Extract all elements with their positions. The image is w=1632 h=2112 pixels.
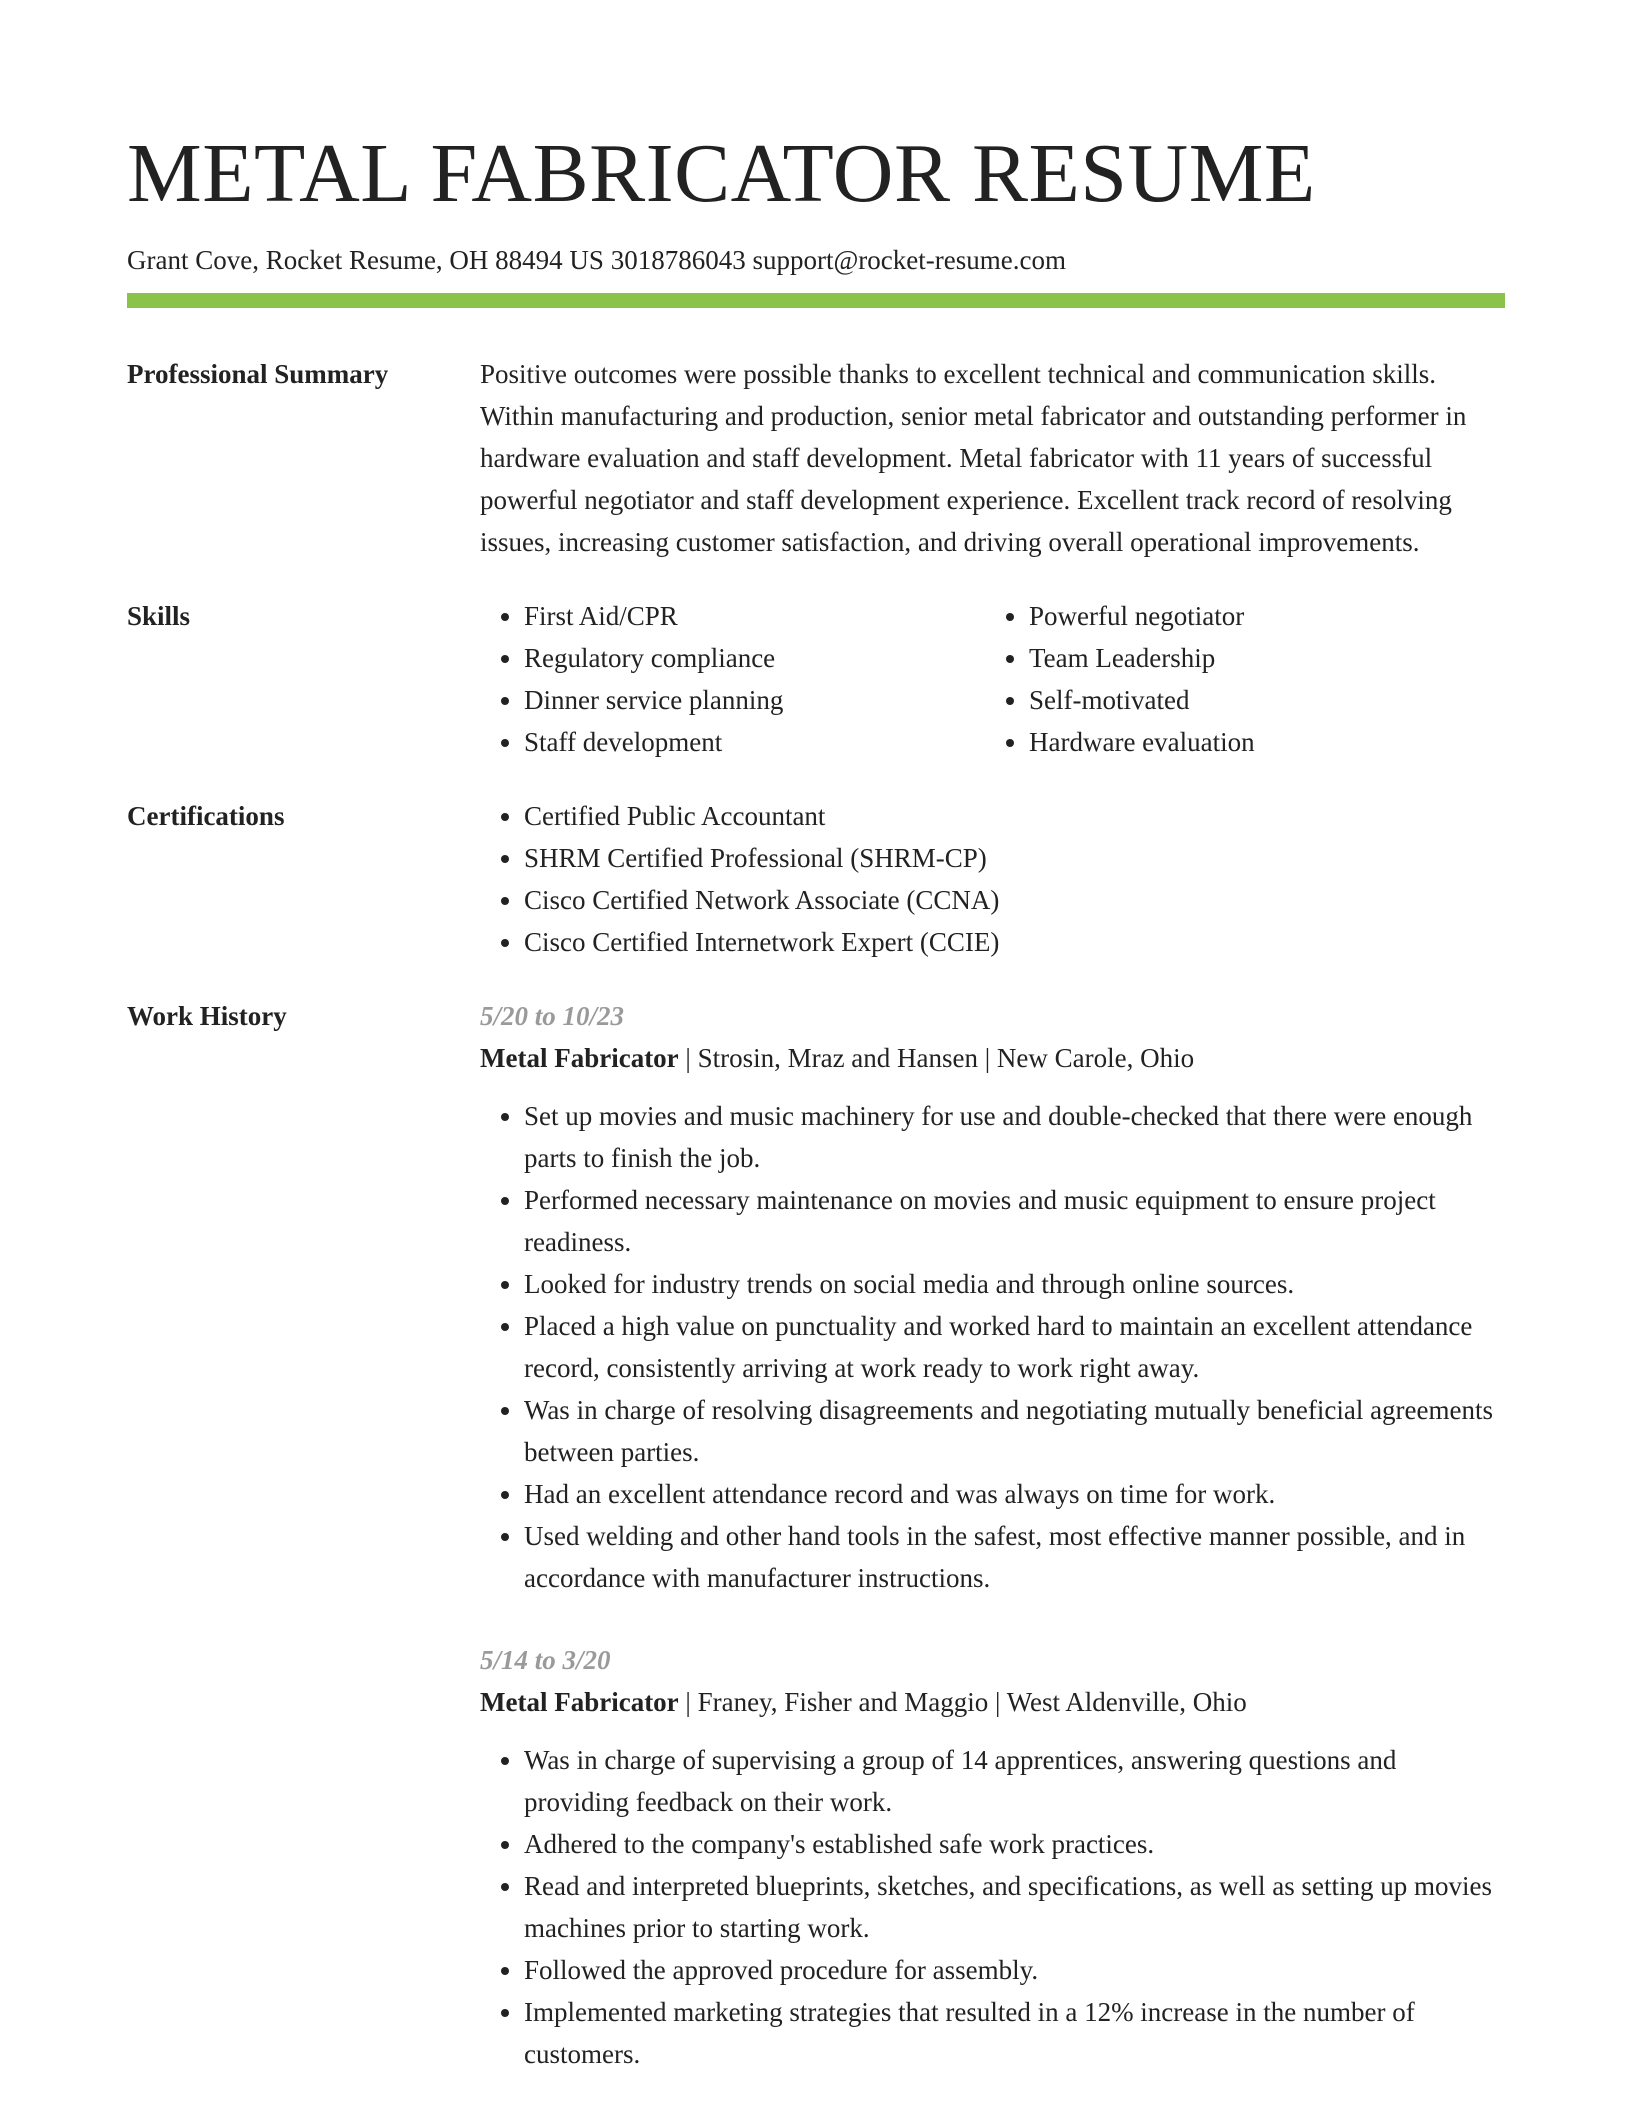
skill-item: • Hardware evaluation <box>1029 721 1490 763</box>
certification-item: • Cisco Certified Network Associate (CCNA) <box>524 879 1505 921</box>
summary-heading: Professional Summary <box>127 359 389 390</box>
job-duty: • Performed necessary maintenance on movies and music equipment to ensure project readiness. <box>524 1179 1505 1263</box>
skill-item: • Regulatory compliance <box>524 637 985 679</box>
skill-item: • Team Leadership <box>1029 637 1490 679</box>
job-duties-list <box>480 1095 1505 1599</box>
skills-list-right <box>985 595 1490 763</box>
summary-text: Positive outcomes were possible thanks to excellent technical and communication skills. Within manufacturing and production, senior metal fabricator and outstanding performer in hardware evaluation and staff development. Metal fabricator with 11 years of successful powerful negotiator and staff development experience. Excellent track record of resolving issues, increasing customer satisfaction, and driving overall operational improvements. <box>480 359 1467 558</box>
certification-item: • SHRM Certified Professional (SHRM-CP) <box>524 837 1505 879</box>
skills-list-left <box>480 595 985 763</box>
job-duty: • Placed a high value on punctuality and worked hard to maintain an excellent attendance record, consistently arriving at work ready to work right away. <box>524 1305 1505 1389</box>
job-duty: • Set up movies and music machinery for use and double-checked that there were enough parts to finish the job. <box>524 1095 1505 1179</box>
certification-item: • Cisco Certified Internetwork Expert (CCIE) <box>524 921 1505 963</box>
job-duty: • Was in charge of supervising a group of 14 apprentices, answering questions and providing feedback on their work. <box>524 1739 1505 1823</box>
work-history-body <box>480 995 1505 2075</box>
job-duty: • Adhered to the company's established safe work practices. <box>524 1823 1505 1865</box>
certifications-body <box>480 795 1505 963</box>
job-duty: • Followed the approved procedure for assembly. <box>524 1949 1505 1991</box>
skills-column-left <box>480 595 985 763</box>
job-entry <box>480 995 1505 1599</box>
skills-section <box>127 595 1505 763</box>
work-history-section <box>127 995 1505 2075</box>
job-duty: • Was in charge of resolving disagreements and negotiating mutually beneficial agreements between parties. <box>524 1389 1505 1473</box>
job-dates: 5/20 to 10/23 <box>480 1001 625 1032</box>
resume-page <box>127 118 1505 2075</box>
certifications-heading: Certifications <box>127 801 285 832</box>
job-title: Metal Fabricator <box>480 1687 679 1718</box>
skill-item: • First Aid/CPR <box>524 595 985 637</box>
job-heading <box>480 1037 1505 1079</box>
job-duty: • Used welding and other hand tools in the safest, most effective manner possible, and in accordance with manufacturer instructions. <box>524 1515 1505 1599</box>
work-history-heading: Work History <box>127 1001 287 1032</box>
job-employer-location: | Strosin, Mraz and Hansen | New Carole, Ohio <box>678 1043 1195 1074</box>
skills-heading: Skills <box>127 601 191 632</box>
job-duties-list <box>480 1739 1505 2075</box>
resume-title: METAL FABRICATOR RESUME <box>127 127 1316 220</box>
accent-divider <box>127 293 1505 308</box>
skill-item: • Staff development <box>524 721 985 763</box>
job-duty: • Read and interpreted blueprints, sketches, and specifications, as well as setting up movies machines prior to starting work. <box>524 1865 1505 1949</box>
summary-section <box>127 353 1505 563</box>
job-duty: • Had an excellent attendance record and was always on time for work. <box>524 1473 1505 1515</box>
job-duty: • Implemented marketing strategies that resulted in a 12% increase in the number of customers. <box>524 1991 1505 2075</box>
skills-grid <box>480 595 1505 763</box>
certification-item: • Certified Public Accountant <box>524 795 1505 837</box>
skill-item: • Powerful negotiator <box>1029 595 1490 637</box>
contact-line: Grant Cove, Rocket Resume, OH 88494 US 3018786043 support@rocket-resume.com <box>127 245 1066 275</box>
job-title: Metal Fabricator <box>480 1043 679 1074</box>
job-employer-location: | Franey, Fisher and Maggio | West Aldenville, Ohio <box>678 1687 1247 1718</box>
job-heading <box>480 1681 1505 1723</box>
certifications-section <box>127 795 1505 963</box>
job-entry <box>480 1639 1505 2075</box>
skill-item: • Dinner service planning <box>524 679 985 721</box>
job-duty: • Looked for industry trends on social media and through online sources. <box>524 1263 1505 1305</box>
skill-item: • Self-motivated <box>1029 679 1490 721</box>
certifications-list <box>480 795 1505 963</box>
job-dates: 5/14 to 3/20 <box>480 1645 611 1676</box>
skills-column-right <box>985 595 1490 763</box>
